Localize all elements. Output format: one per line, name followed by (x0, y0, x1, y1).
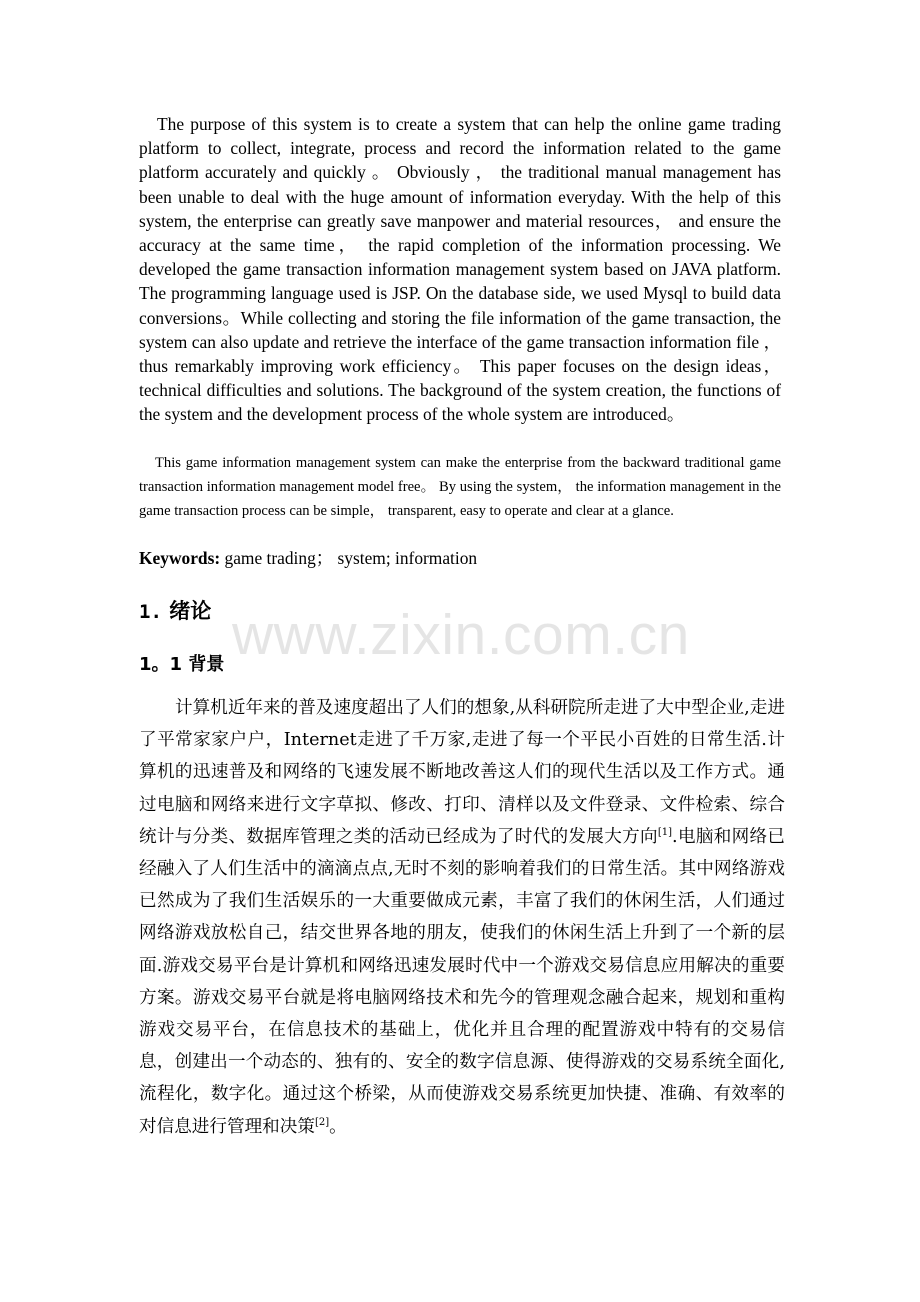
abstract-paragraph-2: This game information management system can make the enterprise from the backward traditional game transaction information management model free。 By using the system， the information management in the game transaction process can be simple， transparent, easy to operate and clear at a glance. (139, 455, 781, 520)
body-text-part-2: .电脑和网络已经融入了人们生活中的滴滴点点,无时不刻的影响着我们的日常生活。其中网络游戏已然成为了我们生活娱乐的一大重要做成元素，丰富了我们的休闲生活，人们通过网络游戏放松自己，结交世界各地的朋友，使我们的休闲生活上升到了一个新的层面.游戏交易平台是计算机和网络迅速发展时代中一个游戏交易信息应用解决的重要方案。游戏交易平台就是将电脑网络技术和先今的管理观念融合起来，规划和重构游戏交易平台，在信息技术的基础上，优化并且合理的配置游戏中特有的交易信息，创建出一个动态的、独有的、安全的数字信息源、使得游戏的交易系统全面化,流程化，数字化。通过这个桥梁，从而使游戏交易系统更加快捷、准确、有效率的对信息进行管理和决策 (139, 826, 785, 1137)
keywords-label: Keywords: (139, 548, 221, 568)
subsection-heading: 1。1 背景 (139, 654, 225, 675)
body-paragraph (139, 692, 785, 1143)
body-text-part-1: 计算机近年来的普及速度超出了人们的想象,从科研院所走进了大中型企业,走进了平常家家户户，Internet走进了千万家,走进了每一个平民小百姓的日常生活.计算机的迅速普及和网络的飞速发展不断地改善这人们的现代生活以及工作方式。通过电脑和网络来进行文字草拟、修改、打印、清样以及文件登录、文件检索、综合统计与分类、数据库管理之类的活动已经成为了时代的发展大方向 (139, 698, 785, 847)
citation-2: [2] (314, 1116, 330, 1128)
citation-1: [1] (657, 826, 673, 838)
keywords-line (139, 545, 781, 571)
section-heading (139, 596, 211, 627)
section-title: 绪论 (169, 599, 212, 623)
keywords-value: game trading； system; information (220, 548, 478, 568)
abstract-paragraph-1: The purpose of this system is to create a system that can help the online game trading platform to collect, integrate, process and record the information related to the game platform accurately and quickly 。 Obviously ， the traditional manual management has been unable to deal with the huge amount of information everyday. With the help of this system, the enterprise can greatly save manpower and material resources， and ensure the accuracy at the same time， the rapid completion of the information processing. We developed the game transaction information management system based on JAVA platform. The programming language used is JSP. On the database side, we used Mysql to build data conversions。While collecting and storing the file information of the game transaction, the system can also update and retrieve the interface of the game transaction information file ， thus remarkably improving work efficiency。 This paper focuses on the design ideas， technical difficulties and solutions. The background of the system creation, the functions of the system and the development process of the whole system are introduced。 (139, 114, 781, 425)
body-text-part-3: 。 (329, 1116, 347, 1137)
watermark: www.zixin.com.cn (232, 603, 690, 667)
section-number: 1. (139, 601, 162, 623)
